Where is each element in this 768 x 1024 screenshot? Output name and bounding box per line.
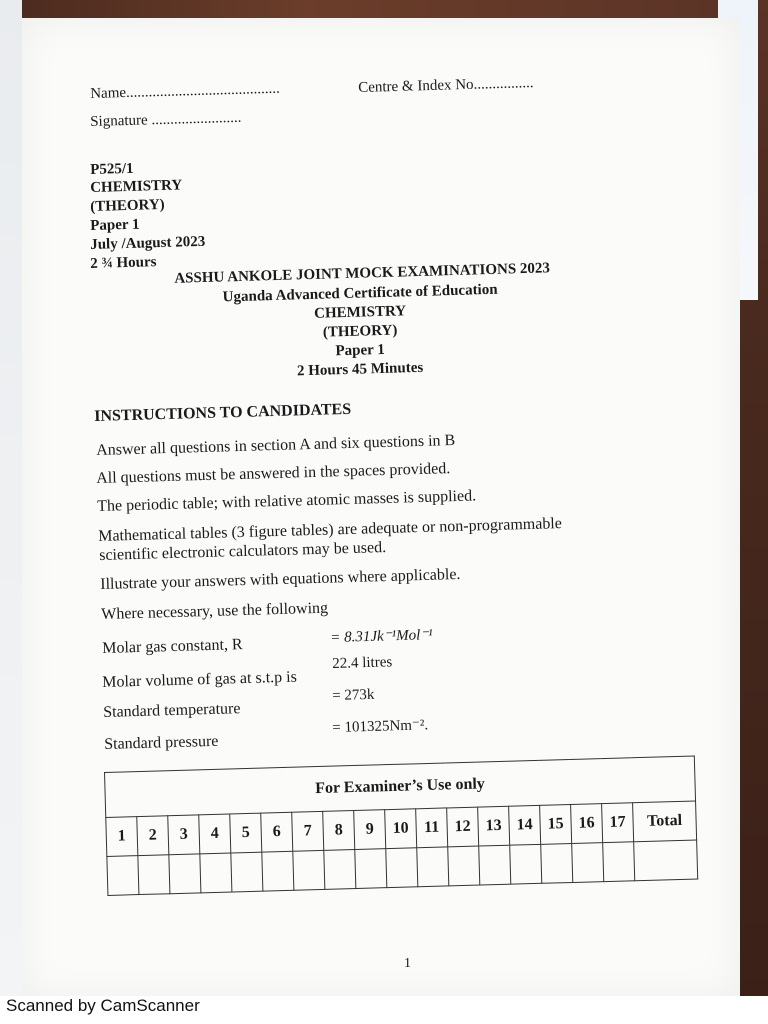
instruction-item: All questions must be answered in the spaces provided. bbox=[96, 460, 451, 487]
score-cell bbox=[355, 849, 387, 889]
question-number-cell: 10 bbox=[385, 809, 417, 849]
score-cell bbox=[200, 853, 232, 893]
score-cell bbox=[603, 842, 635, 882]
score-cell bbox=[293, 850, 325, 890]
constant-value: = 273k bbox=[332, 686, 375, 704]
question-number-cell: 3 bbox=[168, 815, 200, 855]
centre-index-field: Centre & Index No................ bbox=[358, 75, 534, 96]
question-number-cell: 13 bbox=[478, 806, 510, 846]
exam-title-line5: Paper 1 bbox=[335, 341, 386, 360]
score-cell bbox=[448, 846, 480, 886]
score-cell bbox=[572, 843, 604, 883]
constant-label: Standard temperature bbox=[103, 700, 241, 721]
question-number-cell: 4 bbox=[199, 814, 231, 854]
signature-field: Signature ........................ bbox=[90, 109, 242, 130]
question-number-cell: 5 bbox=[230, 813, 262, 853]
instruction-item: Illustrate your answers with equations where applicable. bbox=[100, 565, 461, 593]
exam-title-line4: (THEORY) bbox=[322, 322, 398, 341]
score-cell bbox=[541, 843, 573, 883]
name-field: Name......................................... bbox=[90, 80, 280, 102]
score-cell bbox=[417, 847, 449, 887]
instruction-item: scientific electronic calculators may be used. bbox=[99, 538, 387, 564]
question-number-cell: 12 bbox=[447, 807, 479, 847]
exam-title-line2: Uganda Advanced Certificate of Education bbox=[222, 281, 498, 306]
page-number: 1 bbox=[404, 956, 411, 971]
instruction-item: Answer all questions in section A and six questions in B bbox=[96, 431, 456, 459]
exam-title-line6: 2 Hours 45 Minutes bbox=[296, 359, 424, 380]
question-number-cell: 6 bbox=[261, 812, 293, 852]
score-cell bbox=[107, 856, 139, 896]
examiner-use-table bbox=[104, 755, 698, 895]
instruction-item: Where necessary, use the following bbox=[101, 599, 329, 623]
constant-label: Molar volume of gas at s.t.p is bbox=[102, 668, 298, 691]
total-score-cell bbox=[634, 840, 698, 881]
score-cell bbox=[386, 848, 418, 888]
question-number-cell: 7 bbox=[292, 811, 324, 851]
paper-period: July /August 2023 bbox=[90, 233, 206, 253]
constant-value: = 101325Nm⁻². bbox=[332, 717, 429, 736]
constant-label-text: Molar gas constant, R bbox=[102, 636, 243, 657]
question-number-cell: 8 bbox=[323, 811, 355, 851]
score-cell bbox=[138, 855, 170, 895]
total-header-cell: Total bbox=[633, 801, 697, 842]
paper-number: Paper 1 bbox=[90, 216, 140, 234]
question-number-cell: 9 bbox=[354, 810, 386, 850]
instruction-item: Mathematical tables (3 figure tables) are adequate or non-programmable bbox=[98, 515, 563, 545]
score-cell bbox=[479, 845, 511, 885]
constant-label: Standard pressure bbox=[104, 732, 219, 753]
question-number-cell: 1 bbox=[106, 817, 138, 857]
score-cell bbox=[262, 851, 294, 891]
question-number-cell: 2 bbox=[137, 816, 169, 856]
score-cell bbox=[324, 850, 356, 890]
exam-title-line1: ASSHU ANKOLE JOINT MOCK EXAMINATIONS 2023 bbox=[174, 260, 551, 287]
question-number-cell: 15 bbox=[540, 804, 572, 844]
question-number-cell: 17 bbox=[602, 803, 634, 843]
constant-value: 22.4 litres bbox=[332, 654, 393, 672]
examiner-table-heading: For Examiner’s Use only bbox=[105, 756, 696, 817]
instruction-item: The periodic table; with relative atomic masses is supplied. bbox=[97, 487, 477, 515]
scanner-watermark: Scanned by CamScanner bbox=[6, 996, 200, 1015]
paper-type: (THEORY) bbox=[90, 196, 165, 215]
paper-subject: CHEMISTRY bbox=[90, 177, 183, 196]
constant-label bbox=[102, 636, 243, 658]
score-cell bbox=[231, 852, 263, 892]
constant-value: = 8.31Jk⁻¹Mol⁻¹ bbox=[330, 627, 433, 646]
question-number-cell: 11 bbox=[416, 808, 448, 848]
question-number-cell: 14 bbox=[509, 805, 541, 845]
instructions-heading: INSTRUCTIONS TO CANDIDATES bbox=[94, 400, 352, 425]
question-number-cell: 16 bbox=[571, 804, 603, 844]
paper-duration: 2 ¾ Hours bbox=[90, 254, 157, 272]
score-cell bbox=[510, 844, 542, 884]
paper-code: P525/1 bbox=[90, 160, 134, 178]
exam-title-line3: CHEMISTRY bbox=[313, 303, 407, 322]
score-cell bbox=[169, 854, 201, 894]
